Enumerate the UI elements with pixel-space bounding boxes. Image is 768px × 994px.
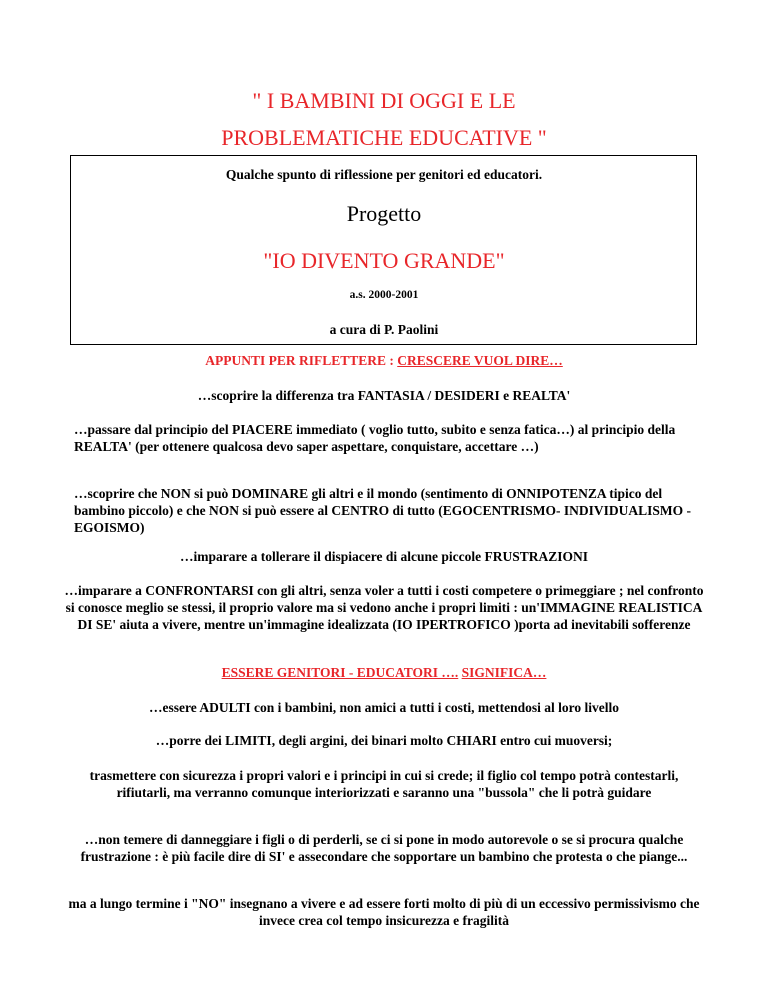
section1-heading-b: CRESCERE VUOL DIRE… (397, 353, 563, 368)
title-line-2: PROBLEMATICHE EDUCATIVE " (221, 125, 547, 150)
title-line-1: " I BAMBINI DI OGGI E LE (252, 88, 516, 113)
section1-item-4: …imparare a tollerare il dispiacere di alcune piccole FRUSTRAZIONI (180, 549, 588, 564)
section2-heading (0, 664, 768, 681)
section1-item-2: …passare dal principio del PIACERE immediato ( voglio tutto, subito e senza fatica…) al principio della REALTA' (per ottenere qualcosa devo saper aspettare, conquistare, accettare …) (74, 422, 676, 454)
section1-item-5: …imparare a CONFRONTARSI con gli altri, senza voler a tutti i costi competere o primeggiare ; nel confronto si conosce meglio se stessi, il proprio valore ma si vedono anche i propri limiti : un'IMMAGINE REALISTICA DI SE' aiuta a vivere, mentre un'immagine idealizzata (IO IPERTROFICO )porta ad inevitabili sofferenze (64, 583, 704, 632)
section2-heading-a: ESSERE GENITORI - EDUCATORI …. (221, 665, 459, 680)
section2-item-4: …non temere di danneggiare i figli o di perderli, se ci si pone in modo autorevole o se si procura qualche frustrazione : è più facile dire di SI' e assecondare che sopportare un bambino che protesta o che piange... (80, 832, 688, 864)
section1-item-3: …scoprire che NON si può DOMINARE gli altri e il mondo (sentimento di ONNIPOTENZA tipico del bambino piccolo) e che NON si può essere al CENTRO di tutto (EGOCENTRISMO- INDIVIDUALISMO - EGOISMO) (74, 486, 692, 535)
section2-item-5: ma a lungo termine i "NO" insegnano a vivere e ad essere forti molto di più di un eccessivo permissivismo che invece crea col tempo insicurezza e fragilità (68, 896, 700, 928)
section1-heading (0, 352, 768, 369)
box-project-name: "IO DIVENTO GRANDE" (263, 248, 505, 273)
section1-heading-a: APPUNTI PER RIFLETTERE : (205, 353, 394, 368)
box-school-year: a.s. 2000-2001 (349, 289, 419, 301)
section2-item-1: …essere ADULTI con i bambini, non amici a tutti i costi, mettendosi al loro livello (148, 700, 619, 715)
box-subtitle: Qualche spunto di riflessione per genitori ed educatori. (225, 167, 543, 182)
box-author: a cura di P. Paolini (329, 322, 439, 337)
section1-item-1: …scoprire la differenza tra FANTASIA / DESIDERI e REALTA' (197, 388, 571, 403)
section2-heading-b: SIGNIFICA… (461, 665, 547, 680)
section2-item-3: trasmettere con sicurezza i propri valori e i principi in cui si crede; il figlio col tempo potrà contestarli, rifiutarli, ma verranno comunque interiorizzati e saranno una "bussola" che li potrà guidare (89, 768, 679, 800)
box-progetto: Progetto (346, 201, 422, 226)
section2-item-2: …porre dei LIMITI, degli argini, dei binari molto CHIARI entro cui muoversi; (155, 733, 613, 748)
